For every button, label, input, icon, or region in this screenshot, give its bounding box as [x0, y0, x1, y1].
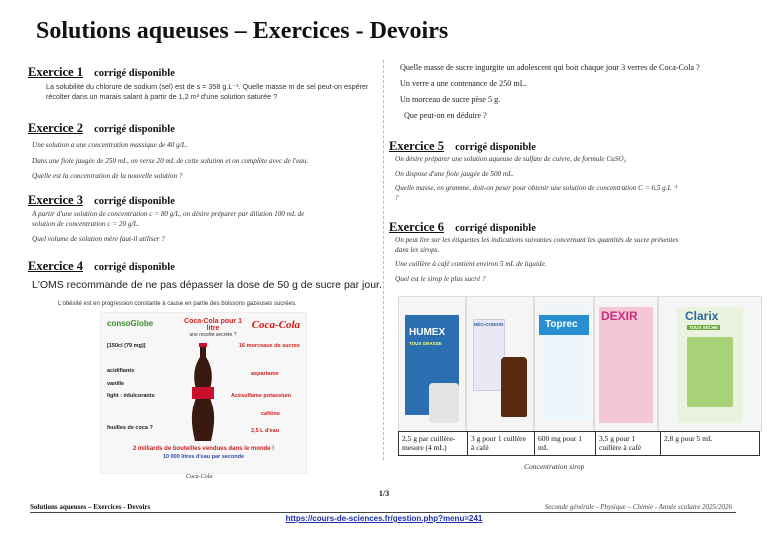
- exercise-6-line: Quel est le sirop le plus sucré ?: [395, 274, 486, 283]
- syrup-brand: Toprec: [545, 319, 578, 330]
- exercise-1-heading: [28, 65, 175, 80]
- syrup-brand: Clarix: [685, 309, 719, 323]
- exercise-1-status[interactable]: corrigé disponible: [94, 68, 175, 79]
- sugar-content-table: [398, 431, 760, 456]
- exercise-1-line: récolter dans un marais salant à partir de 1,2 m³ d'une solution saturée ?: [46, 92, 278, 101]
- syrup-box-neocodion: [466, 296, 534, 432]
- exercise-3-line: solution de concentration c = 20 g/L.: [32, 219, 140, 228]
- exercise-5-status[interactable]: corrigé disponible: [455, 142, 536, 153]
- exercise-4-question: Un morceau de sucre pèse 5 g.: [400, 95, 501, 104]
- coca-cola-bottle-icon: [189, 343, 217, 443]
- exercise-3-title: Exercice 3: [28, 193, 83, 207]
- exercise-4-statement: L'OMS recommande de ne pas dépasser la dose de 50 g de sucre par jour.: [32, 279, 382, 291]
- exercise-2-line: Une solution a une concentration massique de 40 g/L.: [32, 141, 188, 149]
- syrup-sub: TOUX SÈCHE: [689, 325, 719, 330]
- exercise-6-line: On peut lire sur les étiquettes les indications suivantes concernant les quantités de sucre présentes: [395, 236, 679, 244]
- poster-label-caffeine: caféine: [261, 411, 280, 417]
- poster-product: [183, 318, 243, 338]
- exercise-4-heading: [28, 259, 175, 274]
- table-cell: 2,5 g par cuillère-mesure (4 mL): [399, 432, 468, 456]
- exercise-1-text: [46, 82, 376, 102]
- exercise-5-line: ?: [395, 193, 399, 202]
- poster-label-aspartame: aspartame: [251, 371, 279, 377]
- exercise-5-line: On dispose d'une fiole jaugée de 500 mL.: [395, 169, 514, 178]
- syrup-brand: NÉO-CODION: [474, 322, 504, 327]
- exercise-2-heading: [28, 121, 175, 136]
- footer-course: Seconde générale - Physique – Chimie - Année scolaire 2025/2026: [544, 503, 732, 511]
- poster-intro: L'obésité est en progression constante à cause en partie des boissons gazeuses sucrées.: [58, 301, 297, 307]
- exercise-3-heading: [28, 193, 175, 208]
- exercise-4-question: Un verre a une contenance de 250 mL.: [400, 79, 527, 88]
- table-cell: 3 g pour 1 cuillère à café: [468, 432, 535, 456]
- footer-title: Solutions aqueuses – Exercices - Devoirs: [30, 503, 151, 511]
- exercise-6-line: Une cuillère à café contient environ 5 mL de liquide.: [395, 260, 547, 268]
- table-cell: 2,8 g pour 5 mL: [661, 432, 760, 456]
- syrup-box-humex: [398, 296, 466, 432]
- page-title: Solutions aqueuses – Exercices - Devoirs: [36, 18, 449, 44]
- exercise-6-status[interactable]: corrigé disponible: [455, 223, 536, 234]
- poster-label-water: 2,5 L d'eau: [251, 428, 280, 434]
- poster-label-leaves: feuilles de coca ?: [107, 425, 153, 431]
- exercise-2-text: [32, 141, 377, 182]
- exercise-4-question: Quelle masse de sucre ingurgite un adolescent qui boit chaque jour 3 verres de Coca-Cola ?: [400, 63, 700, 72]
- exercise-5-line: Quelle masse, en gramme, doit-on peser pour obtenir une solution de concentration C = 6,5 g.L⁻¹: [395, 184, 678, 192]
- poster-label-light: light : édulcorants: [107, 393, 155, 399]
- exercise-6-text: [395, 236, 763, 284]
- column-divider: [383, 60, 384, 460]
- exercise-4-question: Que peut-on en déduire ?: [404, 111, 487, 120]
- exercise-5-line: On désire préparer une solution aqueuse de sulfate de cuivre, de formule CuSO₄: [395, 155, 627, 163]
- exercise-2-status[interactable]: corrigé disponible: [94, 124, 175, 135]
- poster-label-vanilla: vanille: [107, 381, 125, 387]
- syrup-box-clarix: [658, 296, 762, 432]
- table-row: [399, 432, 760, 456]
- exercise-3-line: A partir d'une solution de concentration c = 80 g/L, on désire préparer par dilution 100 mL de: [32, 210, 305, 218]
- coca-cola-poster: [100, 312, 307, 474]
- exercise-2-line: Quelle est la concentration de la nouvelle solution ?: [32, 172, 183, 180]
- poster-label-acid: acidifiants: [107, 368, 135, 374]
- poster-product-sub: une recette secrète ?: [189, 332, 237, 338]
- footer-link[interactable]: https://cours-de-sciences.fr/gestion.php?menu=241: [285, 514, 483, 523]
- coca-cola-logo: Coca-Cola: [251, 319, 300, 331]
- exercise-6-heading: [389, 220, 536, 235]
- exercise-5-text: [395, 155, 763, 203]
- table-cell: 3,5 g pour 1 cuillère à café: [596, 432, 661, 456]
- poster-label-sugar: 16 morceaux de sucres: [239, 343, 300, 349]
- poster-footnote-water: 10 000 litres d'eau par seconde: [162, 454, 245, 460]
- exercise-3-text: [32, 210, 380, 245]
- syrup-brand: DEXIR: [601, 309, 638, 323]
- exercise-6-title: Exercice 6: [389, 220, 444, 234]
- page-number: 1/3: [378, 489, 390, 498]
- exercise-4-questions: [400, 62, 760, 121]
- poster-product-name: Coca-Cola pour 1 litre: [184, 318, 242, 332]
- exercise-4-status[interactable]: corrigé disponible: [94, 262, 175, 273]
- poster-footnote-bottles: 2 milliards de bouteilles vendues dans le monde !: [132, 446, 275, 452]
- table-cell: 600 mg pour 1 mL: [535, 432, 596, 456]
- exercise-2-line: Dans une fiole jaugée de 250 mL, on verse 20 mL de cette solution et on complète avec de l'eau.: [32, 156, 309, 165]
- footer-divider: [30, 512, 736, 513]
- exercise-1-line: La solubilité du chlorure de sodium (sel) est de s = 358 g.L⁻¹. Quelle masse m de sel peut-on espérer: [46, 82, 369, 91]
- exercise-4-title: Exercice 4: [28, 259, 83, 273]
- syrup-box-dexir: [594, 296, 658, 432]
- poster-label-acesulfame: Acésulfame potassium: [231, 393, 291, 399]
- exercise-3-line: Quel volume de solution mère faut-il utiliser ?: [32, 235, 165, 243]
- exercise-1-title: Exercice 1: [28, 65, 83, 79]
- poster-label-volume: [150cl (79 mg)]: [107, 343, 146, 349]
- syrup-brand: HUMEX: [409, 327, 446, 338]
- syrup-sub: TOUX GRASSE: [409, 341, 442, 346]
- exercise-5-title: Exercice 5: [389, 139, 444, 153]
- exercise-5-heading: [389, 139, 536, 154]
- exercise-3-status[interactable]: corrigé disponible: [94, 196, 175, 207]
- poster-brand: consoGlobe: [107, 319, 154, 328]
- syrup-caption: Concentration sirop: [524, 462, 585, 471]
- poster-caption: Coca-Cola: [186, 474, 213, 480]
- syrup-images: [398, 296, 760, 430]
- exercise-2-title: Exercice 2: [28, 121, 83, 135]
- exercise-6-line: dans les sirops.: [395, 245, 440, 254]
- syrup-box-toprec: [534, 296, 594, 432]
